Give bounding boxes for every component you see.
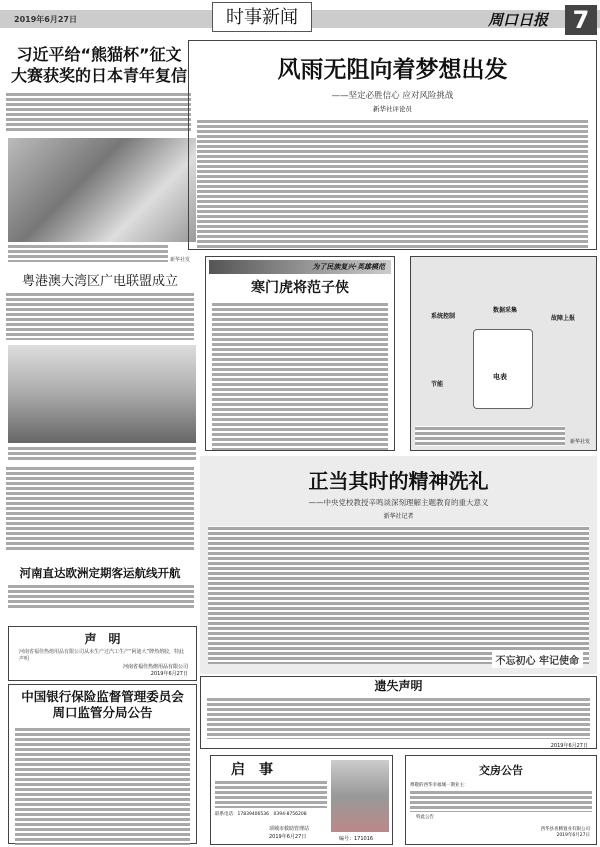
cbirc-notice xyxy=(8,684,197,844)
page-number: 7 xyxy=(565,5,597,35)
hero-article xyxy=(205,256,395,451)
lost-entries xyxy=(207,697,590,739)
photo-caption xyxy=(8,244,168,262)
statement-ad xyxy=(8,626,197,681)
lead-article xyxy=(188,40,597,250)
cbirc-title: 中国银行保险监督管理委员会 周口监管分局公告 xyxy=(21,689,184,720)
article-body xyxy=(208,526,589,664)
label-fault-report: 故障上报 xyxy=(551,315,576,322)
spirit-article xyxy=(200,456,597,674)
notice-body xyxy=(15,727,190,845)
article-body xyxy=(6,466,194,552)
lost-title: 遗失声明 xyxy=(374,679,423,693)
housing-closing: 特此公告 xyxy=(416,815,434,820)
housing-title: 交房公告 xyxy=(479,764,523,777)
hero-title: 寒门虎将范子侠 xyxy=(251,280,349,296)
housing-date: 2019年6月27日 xyxy=(556,833,590,838)
statement-company: 河南省福佳热熔用品有限公司 xyxy=(122,664,188,670)
section-title: 时事新闻 xyxy=(212,2,312,32)
photo-id: 编号：171016 xyxy=(339,836,374,842)
issue-date: 2019年6月27日 xyxy=(14,15,77,24)
article-body xyxy=(6,292,194,340)
article-body xyxy=(8,584,194,608)
slogan-badge: 不忘初心 牢记使命 xyxy=(492,651,583,668)
lead-subtitle: ——坚定必胜信心 应对风险挑战 xyxy=(331,91,454,101)
smart-meter-illustration xyxy=(410,256,597,451)
article-body xyxy=(6,92,191,132)
housing-company: 西华县喜腾置业有限公司 xyxy=(540,827,590,832)
statement-title: 声 明 xyxy=(84,632,121,646)
photo-caption xyxy=(8,446,196,462)
missing-person-notice xyxy=(210,755,393,845)
notice-contact: 联系电话：17839406536 0394-8756208 xyxy=(215,812,307,817)
photo-credit: 新华社发 xyxy=(170,257,191,263)
notice-title: 启 事 xyxy=(231,762,273,778)
label-system-control: 系统控制 xyxy=(431,313,456,320)
headline-panda: 习近平给“熊猫杯”征文 大赛获奖的日本青年复信 xyxy=(10,45,187,85)
spirit-byline: 新华社记者 xyxy=(383,513,414,520)
headline-gba: 粤港澳大湾区广电联盟成立 xyxy=(21,274,178,289)
meter-icon xyxy=(473,329,533,409)
housing-greeting: 尊敬的西华幸福城一期业主： xyxy=(410,783,469,788)
label-data-collection: 数据采集 xyxy=(493,307,518,314)
article-body xyxy=(212,302,388,450)
housing-body xyxy=(410,790,592,812)
lost-statement xyxy=(200,676,597,749)
lost-date: 2019年6月27日 xyxy=(550,743,588,749)
article-body xyxy=(197,119,588,249)
news-photo xyxy=(8,138,196,242)
label-meter: 电表 xyxy=(493,373,507,381)
lead-byline: 新华社评论员 xyxy=(373,105,412,113)
notice-date: 2019年6月27日 xyxy=(269,834,307,840)
statement-date: 2019年6月27日 xyxy=(150,671,188,677)
notice-body xyxy=(215,780,327,808)
newspaper-logo: 周口日报 xyxy=(488,11,549,29)
spirit-subtitle: ——中央党校教授辛鸣谈深刻理解主题教育的重大意义 xyxy=(308,498,489,507)
spirit-title: 正当其时的精神洗礼 xyxy=(308,469,489,493)
housing-notice xyxy=(405,755,597,845)
illustration-caption xyxy=(415,426,565,446)
notice-org: 项城市救助管理站 xyxy=(269,826,310,832)
label-energy-saving: 节能 xyxy=(431,381,444,388)
lead-title: 风雨无阻向着梦想出发 xyxy=(277,56,508,83)
headline-henan: 河南直达欧洲定期客运航线开航 xyxy=(19,566,181,580)
illustration-credit: 新华社发 xyxy=(569,439,590,445)
person-photo xyxy=(331,760,389,832)
statement-body: 河南省福佳热熔用品有限公司从未生产过汽工生产“阿迪大”牌热熔胶，特此声明 xyxy=(19,649,185,662)
news-photo xyxy=(8,345,196,443)
hero-banner: 为了民族复兴·英雄模范 xyxy=(209,260,391,274)
